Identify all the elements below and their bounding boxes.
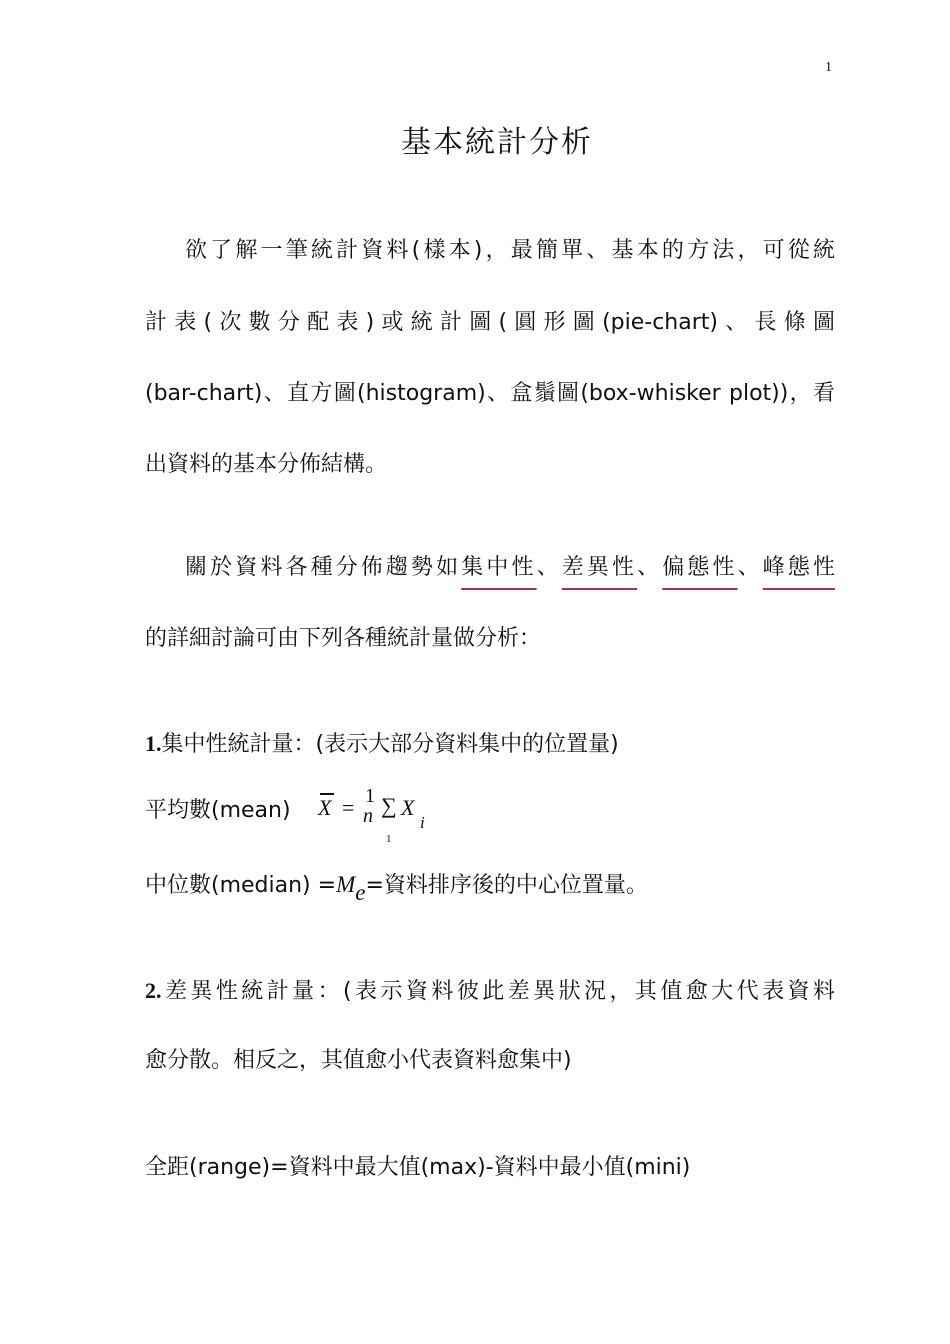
term-central-tendency: 集中性: [461, 555, 537, 580]
x-symbol: X: [401, 795, 415, 820]
median-description: =資料排序後的中心位置量。: [365, 873, 648, 898]
median-symbol: M: [336, 872, 356, 897]
section1-heading-text: 集中性統計量：(表示大部分資料集中的位置量): [161, 732, 619, 757]
fraction-numerator: 1: [365, 785, 375, 807]
term-kurtosis: 峰態性: [762, 555, 835, 580]
trends-line-1: [145, 550, 835, 581]
trends-prefix: 關於資料各種分佈趨勢如: [185, 555, 462, 580]
range-definition: 全距(range)=資料中最大值(max)-資料中最小值(mini): [145, 1155, 691, 1180]
intro-line-1: 欲了解一筆統計資料(樣本)，最簡單、基本的方法，可從統: [185, 238, 835, 263]
term-dispersion: 差異性: [561, 555, 638, 580]
separator: 、: [637, 555, 663, 580]
median-label: 中位數(median) =: [145, 873, 337, 898]
intro-line-3: (bar-chart)、直方圖(histogram)、盒鬚圖(box-whisker plot))，看: [145, 381, 835, 406]
page-number: 1: [825, 60, 832, 75]
xbar-overline: [320, 793, 334, 795]
subscript-i: i: [420, 813, 425, 832]
fraction-denominator: n: [363, 805, 373, 827]
term-skewness: 偏態性: [662, 555, 738, 580]
section2-number: 2.: [145, 978, 162, 1003]
section1-heading: [145, 727, 835, 758]
intro-line-2: 計表(次數分配表)或統計圖(圓形圖(pie-chart)、長條圖: [145, 310, 835, 335]
mean-label: 平均數(mean): [145, 798, 291, 823]
sigma-symbol: ∑: [381, 793, 397, 818]
page-title: 基本統計分析: [401, 125, 593, 160]
section1-number: 1.: [145, 731, 162, 756]
sigma-lower-bound: 1: [386, 833, 392, 845]
xbar-symbol: X: [318, 795, 332, 820]
separator: 、: [536, 555, 562, 580]
equals-sign: =: [342, 795, 355, 820]
separator: 、: [737, 555, 763, 580]
intro-line-4: 出資料的基本分佈結構。: [145, 452, 388, 477]
trends-line-2: 的詳細討論可由下列各種統計量做分析：: [145, 626, 542, 651]
median-subscript: e: [355, 880, 366, 905]
section2-heading: [145, 974, 835, 1005]
section2-line-2: 愈分散。相反之，其值愈小代表資料愈集中): [145, 1048, 572, 1073]
median-line: [145, 868, 835, 905]
section2-heading-text: 差異性統計量：(表示資料彼此差異狀況，其值愈大代表資料: [161, 979, 835, 1004]
